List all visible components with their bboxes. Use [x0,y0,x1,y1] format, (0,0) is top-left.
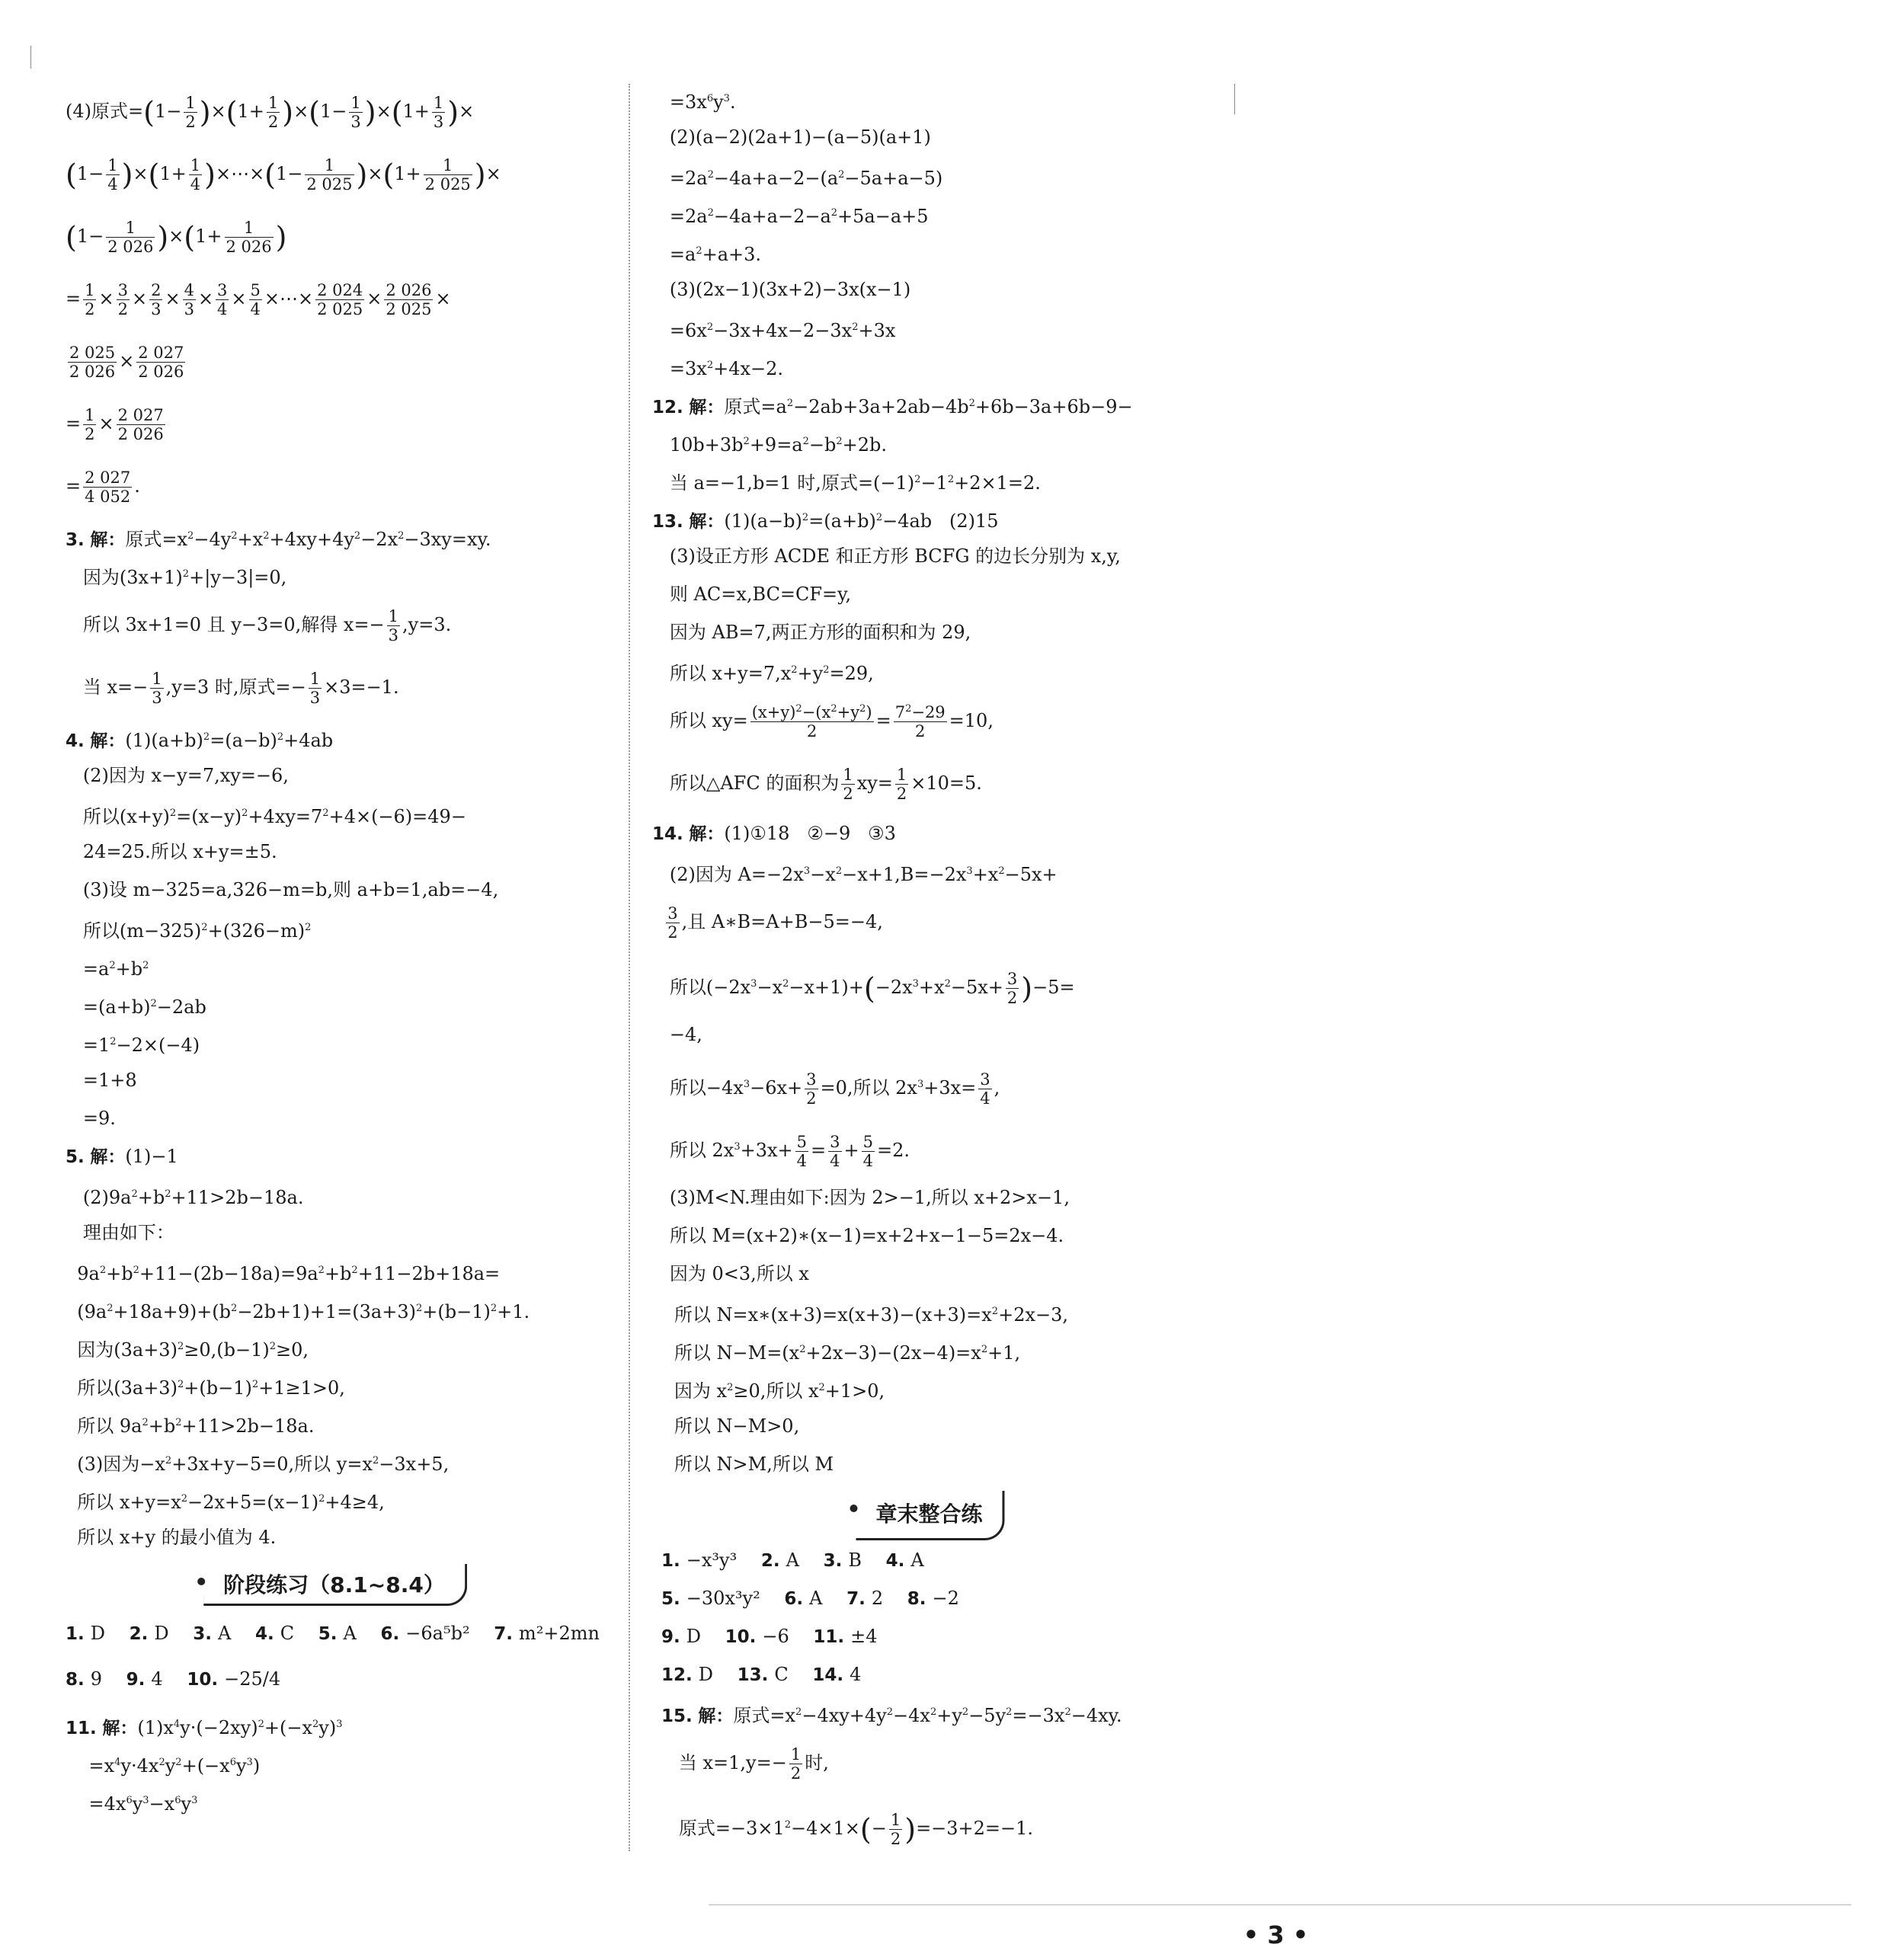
answer-value: D [698,1664,713,1685]
solution-label: 解： [90,530,126,550]
stage-practice-heading: 阶段练习（8.1~8.4） [203,1564,467,1606]
reasoning-label: 理由如下： [82,1222,174,1243]
answer-value: A [343,1623,357,1644]
question-number: 12. [652,398,683,417]
q3-line-4: 当 x=− $\frac{1}{3}$ ,y=3 时,原式=− $\frac{1}{3}$ ×3=−1. [66,669,399,707]
answer-number: 10. [187,1670,219,1690]
q14-line-10: 因为 0<3,所以 x 所以 $N=x∗(x+3)=x(x+3)-(x+3)=x^2+2x-3$, 所以 $N-M=(x^2+2x-3)-(2x-4)=x^2+1$, 因为 $x^2\ge 0$,所以 $x^2+1>0$, 所以 N−M>0, 所以 N>M,所以 M 章末整合练 1. −x³y³ 2. A 3. B 4. A 5. −30x³y² 6. A 7. 2 8. −2 9. D 10. −6 11. ±4 12. D 13. C 14. 4 15. 解：原式$=x^2-4xy+4y^2-4x^2+y^2-5y^2=-3x^2-4xy$. 当 x=1,y=− $\frac{1}{2}$ 时, 原式$=-3\times 1^2-4\times 1\times(-$ $\frac{1}{2}$ )=−3+2=−1. • 3 • [648,1255,1204,1293]
question-number: 11. [66,1719,97,1738]
q11-line-9: (3)(2x−1)(3x+2)−3x(x−1) [652,279,911,300]
page-number: • 3 • [1243,1920,1309,1949]
q5-line-4: $9a^2+b^2+11-(2b-18a)=9a^2+b^2+11-2b+18a=$ [66,1263,501,1284]
q3-line-2: 因为$(3x+1)^2+|y-3|=0$, [66,567,287,588]
q2-4-line-3: (1− $\frac{1}{2 026}$ )×(1+ $\frac{1}{2 026}$ ) [66,218,287,256]
question-number: 5. [66,1147,85,1167]
answer-value: −6 [762,1626,789,1647]
q11-line-11: $=3x^2+4x-2$. [652,358,784,379]
answer-number: 8. [66,1670,85,1690]
bottom-rule [709,1904,1851,1905]
question-number: 3. [66,530,85,550]
answer-number: 2. [129,1624,149,1644]
solution-label: 解： [90,1147,126,1167]
chapter-review-heading: 章末整合练 [856,1491,1004,1540]
answer-number: 1. [66,1624,85,1644]
q11-line-3: $=4x^6y^3-x^6y^3$ [66,1793,198,1815]
answer-value: ±4 [850,1626,878,1647]
q13-line-6: 所以 xy= $\frac{(x+y)^2-(x^2+y^2)}{2}$ = $\frac{7^2-29}{2}$ =10, [652,702,994,740]
q4-line-6: 所以$(m-325)^2+(326-m)^2$ [66,920,312,942]
q14-line-5: −4, [652,1024,702,1045]
q4-line-4: 24=25.所以 x+y=±5. [66,841,277,862]
question-number: 14. [652,824,683,844]
q14-line-9: 所以 M=(x+2)∗(x−1)=x+2+x−1−5=2x−4. [652,1225,1064,1246]
q5-line-7: 所以$(3a+3)^2+(b-1)^2+1\ge 1>0$, [66,1377,345,1399]
chapter-answers-row-1 [657,1541,1204,1579]
chapter-answers-row-2 [657,1579,1204,1617]
q11-line-8: $=a^2+a+3$. [652,244,762,265]
answer-number: 3. [193,1624,213,1644]
answer-value: m²+2mn [518,1623,600,1644]
left-column [61,80,610,1820]
answer-number: 6. [784,1589,804,1609]
column-divider [629,84,630,1851]
answer-number: 11. [813,1627,845,1647]
stage-practice-heading-wrap [61,1556,610,1614]
answer-value: 9 [90,1668,103,1690]
q2-4-line-7: = $\frac{2 027}{4 052}$ . [66,468,140,506]
answer-value: −6a⁵b² [405,1623,470,1644]
right-column [648,80,1309,1949]
q11-line-7: $=2a^2-4a+a-2-a^2+5a-a+5$ [652,206,929,227]
q5-line-2: $(2)9a^2+b^2+11>2b-18a$. [66,1187,304,1208]
q14-line-3: $\frac{3}{2}$ ,且 A∗B=A+B−5=−4, [667,903,883,942]
q12-line-1: 12. 解：原式$=a^2-2ab+3a+2ab-4b^2+6b-3a+6b-9-$ [652,396,1133,417]
answer-value: −x³y³ [686,1549,738,1571]
answer-number: 10. [725,1627,757,1647]
q13-line-3: 则 AC=x,BC=CF=y, [652,584,852,605]
q4-line-8: $=(a+b)^2-2ab$ [66,996,206,1018]
solution-label: 解： [689,512,725,532]
answer-value: B [848,1549,862,1571]
q15-line-3: 原式$=-3\times 1^2-4\times 1\times(-$ $\frac{1}{2}$ )=−3+2=−1. [661,1810,1034,1848]
q14-line-7: 所以 $2x^3+3x+$ $\frac{5}{4}$ = $\frac{3}{4}$ + $\frac{5}{4}$ =2. [652,1132,910,1170]
answer-number: 6. [380,1624,400,1644]
solution-label: 解： [102,1719,138,1738]
question-number: 4. [66,731,85,751]
answer-value: 4 [151,1668,163,1690]
solution-label: 解： [689,824,725,844]
q2-4-line-6: = $\frac{1}{2}$ × $\frac{2 027}{2 026}$ [66,405,164,443]
answer-value: C [280,1623,295,1644]
answer-number: 9. [126,1670,146,1690]
answer-value: D [686,1626,701,1647]
q5-line-1: 5. 解：(1)−1 [66,1146,178,1167]
stage-answers-row-1 [61,1614,610,1652]
q4-line-9: $=1^2-2\times(-4)$ [66,1035,200,1056]
q14-line-12: 所以 $N-M=(x^2+2x-3)-(2x-4)=x^2+1$, [657,1342,1021,1364]
answer-number: 5. [318,1624,338,1644]
q11-line-2: $=x^4y\cdot 4x^2y^2+(-x^6y^3)$ [66,1755,261,1777]
answer-number: 4. [255,1624,274,1644]
q14-line-11: 所以 $N=x∗(x+3)=x(x+3)-(x+3)=x^2+2x-3$, [657,1304,1068,1326]
q3-line-3: 所以 3x+1=0 且 y−3=0,解得 x=− $\frac{1}{3}$ ,y=3. [66,606,452,644]
q14-line-1: 14. 解：(1)①18 ②−9 ③3 [652,823,896,844]
q5-line-6: 因为$(3a+3)^2\ge 0,(b-1)^2\ge 0$, [66,1339,309,1361]
q4-line-1: 4. 解：$(1)(a+b)^2=(a-b)^2+4ab$ [66,730,334,751]
solution-label: 解： [689,398,725,417]
q14-line-6: 所以$-4x^3-6x+$ $\frac{3}{2}$ =0,所以 $2x^3+3x=$ $\frac{3}{4}$ , [652,1070,1000,1108]
q15-line-1: 15. 解：原式$=x^2-4xy+4y^2-4x^2+y^2-5y^2=-3x^2-4xy$. [661,1705,1122,1726]
answer-value: −30x³y² [686,1588,760,1609]
question-number: 15. [661,1706,693,1726]
q13-line-2: (3)设正方形 ACDE 和正方形 BCFG 的边长分别为 x,y, [652,545,1121,567]
q13-line-4: 因为 AB=7,两正方形的面积和为 29, [652,622,971,643]
answer-value: −2 [932,1588,959,1609]
crop-mark-top-left [30,46,31,69]
q5-line-5: $(9a^2+18a+9)+(b^2-2b+1)+1=(3a+3)^2+(b-1)^2+1$. [66,1301,530,1322]
q14-line-15: 所以 N>M,所以 M 章末整合练 1. −x³y³ 2. A 3. B 4. A 5. −30x³y² 6. A 7. 2 8. −2 9. D 10. −6 11. ±4 12. D 13. C 14. 4 15. 解：原式$=x^2-4xy+4y^2-4x^2+y^2-5y^2=-3x^2-4xy$. 当 x=1,y=− $\frac{1}{2}$ 时, 原式$=-3\times 1^2-4\times 1\times(-$ $\frac{1}{2}$ )=−3+2=−1. [652,1445,1204,1483]
answer-value: 2 [871,1588,884,1609]
q5-line-9: (3)因为$-x^2+3x+y-5=0$,所以 $y=x^2-3x+5$, [66,1454,450,1475]
q4-line-10: =1+8 [66,1070,137,1091]
answer-number: 4. [885,1551,905,1571]
q13-line-1: 13. 解：$(1)(a-b)^2=(a+b)^2-4ab$ (2)15 [652,510,999,532]
q4-line-11: =9. [66,1108,116,1129]
q13-line-5: 所以 $x+y=7,x^2+y^2=29$, [652,663,874,684]
answer-value: A [910,1549,924,1571]
q2-4-line-1: (4)原式=(1− $\frac{1}{2}$ )×(1+ $\frac{1}{2}$ )×(1− $\frac{1}{3}$ )×(1+ $\frac{1}{3}$ )× [66,93,475,131]
q4-line-3: 所以$(x+y)^2=(x-y)^2+4xy=7^2+4\times(-6)=49-$ [66,806,466,827]
answer-number: 9. [661,1627,680,1647]
q5-line-3 [61,1214,610,1252]
q4-line-5: (3)设 m−325=a,326−m=b,则 a+b=1,ab=−4, [66,879,499,900]
answer-number: 14. [812,1665,844,1685]
q5-line-10: 所以 $x+y=x^2-2x+5=(x-1)^2+4\ge 4$, [66,1492,385,1513]
answer-value: D [154,1623,169,1644]
answer-number: 13. [737,1665,769,1685]
q14-part3-text: (3)M<N.理由如下:因为 2>−1,所以 x+2>x−1, [669,1187,1070,1208]
stage-answers-row-2 [61,1652,610,1706]
chapter-answers-row-4 [657,1655,1204,1693]
solution-label: 解： [90,731,126,751]
solution-label: 解： [698,1706,734,1726]
q4-line-2: (2)因为 x−y=7,xy=−6, [66,765,289,786]
answer-number: 8. [907,1589,926,1609]
q2-4-line-2: (1− $\frac{1}{4}$ )×(1+ $\frac{1}{4}$ )×⋯×(1− $\frac{1}{2 025}$ )×(1+ $\frac{1}{2 025}$ )× [66,155,501,193]
q11-line-10: $=6x^2-3x+4x-2-3x^2+3x$ [652,320,896,341]
answer-value: A [786,1549,799,1571]
q2-4-line-4: = $\frac{1}{2}$ × $\frac{3}{2}$ × $\frac{2}{3}$ × $\frac{4}{3}$ × $\frac{3}{4}$ × $\frac{5}{4}$ ×⋯× $\frac{2 024}{2 025}$ × $\frac{2 026}{2 025}$ × [66,280,451,318]
answer-value: C [774,1664,789,1685]
chapter-answers-row-3 [657,1617,1204,1655]
answer-number: 12. [661,1665,693,1685]
chapter-review-heading-wrap [657,1483,1204,1541]
answer-number: 7. [846,1589,866,1609]
q11-line-6: $=2a^2-4a+a-2-(a^2-5a+a-5)$ [652,168,943,189]
answer-value: A [218,1623,232,1644]
q14-line-4: 所以$(-2x^3-x^2-x+1)+(-2x^3+x^2-5x+$ $\frac{3}{2}$ )−5= [652,969,1075,1007]
q12-line-3: 当 a=−1,b=1 时,原式$=(-1)^2-1^2+2\times 1=2$. [652,472,1041,494]
q14-line-14: 所以 N−M>0, [657,1415,800,1437]
q14-line-8 [648,1178,1204,1217]
answer-value: 4 [850,1664,862,1685]
answer-value: D [90,1623,105,1644]
question-number: 13. [652,512,683,532]
q11-line-1: 11. 解：$(1)x^4y\cdot(-2xy)^2+(-x^2y)^3$ [66,1717,343,1738]
q4-line-7: $=a^2+b^2$ [66,958,149,980]
answer-number: 2. [760,1551,780,1571]
answer-number: 3. [823,1551,843,1571]
answer-value: −25/4 [224,1668,281,1690]
answer-number: 1. [661,1551,680,1571]
q5-line-11: 所以 x+y 的最小值为 4. [66,1527,277,1548]
answer-value: A [809,1588,823,1609]
q3-line-1: 3. 解：原式$=x^2-4y^2+x^2+4xy+4y^2-2x^2-3xy=xy$. [66,529,491,550]
q2-4-line-5: $\frac{2 025}{2 026}$ × $\frac{2 027}{2 026}$ [69,343,184,381]
crop-mark-top-right [1234,84,1235,114]
q11-line-4: $=3x^6y^3$. [652,91,736,113]
answer-number: 7. [494,1624,513,1644]
answer-number: 5. [661,1589,680,1609]
q14-line-13: 因为 $x^2\ge 0$,所以 $x^2+1>0$, [657,1380,885,1402]
q11-line-5: (2)(a−2)(2a+1)−(a−5)(a+1) [652,126,931,148]
q12-line-2: $10b+3b^2+9=a^2-b^2+2b$. [652,434,888,456]
q14-line-2: (2)因为 $A=-2x^3-x^2-x+1,B=-2x^3+x^2-5x+$ [652,864,1058,885]
q15-line-2: 当 x=1,y=− $\frac{1}{2}$ 时, [661,1745,829,1783]
q5-line-8: 所以 $9a^2+b^2+11>2b-18a$. [66,1415,315,1437]
q13-line-7: 所以△AFC 的面积为 $\frac{1}{2}$ xy= $\frac{1}{2}$ ×10=5. [652,765,982,803]
